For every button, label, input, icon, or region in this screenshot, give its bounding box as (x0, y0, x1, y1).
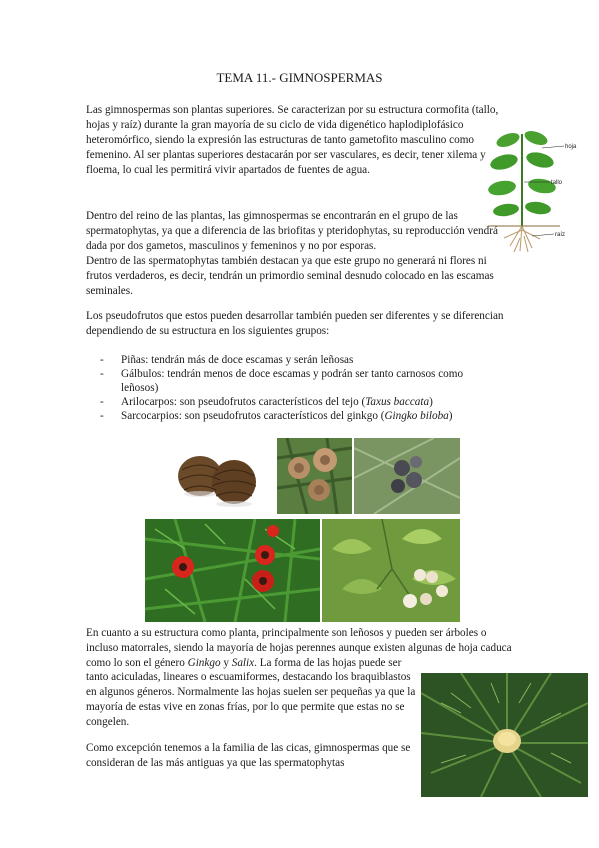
document-title: TEMA 11.- GIMNOSPERMAS (216, 70, 383, 85)
genus-ginkgo: Ginkgo (187, 657, 221, 669)
label-tallo: tallo (551, 180, 563, 186)
list-dash: - (100, 410, 104, 422)
paragraph-intro: Las gimnospermas son plantas superiores. Se caracterizan por su estructura cormofita (tallo, hojas y raíz) durante la gran mayoría de su ciclo de vida digenético haplodiplofásico heteromórfico, siendo la expresión las estructuras de tanto gametofito masculino como femenino. Al ser plantas superiores destacarán por ser vasculares, es decir, tener xilema y floema, lo cual les permitirá vivir apartados de fuentes de agua. (86, 104, 499, 176)
conjunction: y (220, 657, 232, 669)
list-item (100, 367, 500, 395)
paragraph-pseudofrutos: Los pseudofrutos que estos pueden desarrollar también pueden ser diferentes y se diferencian dependiendo de su estructura en los siguientes grupos: (86, 310, 504, 337)
species-name: Taxus baccata (365, 396, 430, 408)
paragraph-spermatophytas: Dentro del reino de las plantas, las gimnospermas se encontrarán en el grupo de las spermatophytas, ya que a diferencia de las briofitas y pteridophytas, su reproducción vendrá dada por dos gametos, masculinos y femeninos y no por esporas. (86, 210, 498, 252)
list-item-text: Piñas: tendrán más de doce escamas y serán leñosas (121, 354, 354, 366)
list-item-end: ) (429, 396, 433, 408)
list-item (100, 395, 500, 409)
list-item-text: Gálbulos: tendrán menos de doce escamas y podrán ser tanto carnosos como leñosos) (121, 368, 464, 394)
paragraph-cicas: Como excepción tenemos a la familia de las cicas, gimnospermas que se consideran de las más antiguas ya que las spermatophytas (86, 742, 411, 769)
genus-salix: Salix (231, 657, 255, 669)
pseudofruit-list (100, 353, 500, 423)
paragraph-spermatophytas-2: Dentro de las spermatophytas también destacan ya que este grupo no generará ni flores ni frutos verdaderos, es decir, tendrán un primordio seminal desnudo colocado en las escamas seminales. (86, 255, 494, 297)
list-item-text: Arilocarpos: son pseudofrutos característicos del tejo ( (121, 396, 366, 408)
pine-cones-photo (166, 446, 272, 512)
list-item (100, 409, 500, 423)
species-name: Gingko biloba (384, 410, 449, 422)
paragraph-estructura-a: En cuanto a su estructura como planta, principalmente son leñosos y pueden ser árboles o incluso matorrales, siendo la mayoría de hojas perennes aunque existen algunas de hoja caduca como lo son el género (86, 627, 512, 669)
list-item-text: Sarcocarpios: son pseudofrutos característicos del ginkgo ( (121, 410, 385, 422)
list-item-end: ) (448, 410, 453, 422)
list-dash: - (100, 396, 104, 408)
ginkgo-fruits-photo (322, 519, 460, 622)
list-item (100, 353, 500, 367)
juniper-berries-photo (354, 438, 460, 514)
label-raiz: raíz (555, 232, 566, 238)
label-hoja: hoja (565, 144, 577, 150)
paragraph-estructura-b: . La forma de las hojas puede ser (254, 657, 402, 669)
galbulos-photo (277, 438, 352, 514)
list-dash: - (100, 368, 104, 380)
paragraph-hojas: tanto aciculadas, lineares o escuamiformes, destacando los braquiblastos en algunos géneros. Normalmente las hojas suelen ser pequeñas ya que la mayoría de estas vive en zonas frías, por lo que permite que estas no se congelen. (86, 671, 416, 728)
list-dash: - (100, 354, 104, 366)
paragraph-estructura (86, 626, 516, 671)
taxus-arils-photo (145, 519, 320, 622)
cycad-photo (421, 673, 588, 797)
